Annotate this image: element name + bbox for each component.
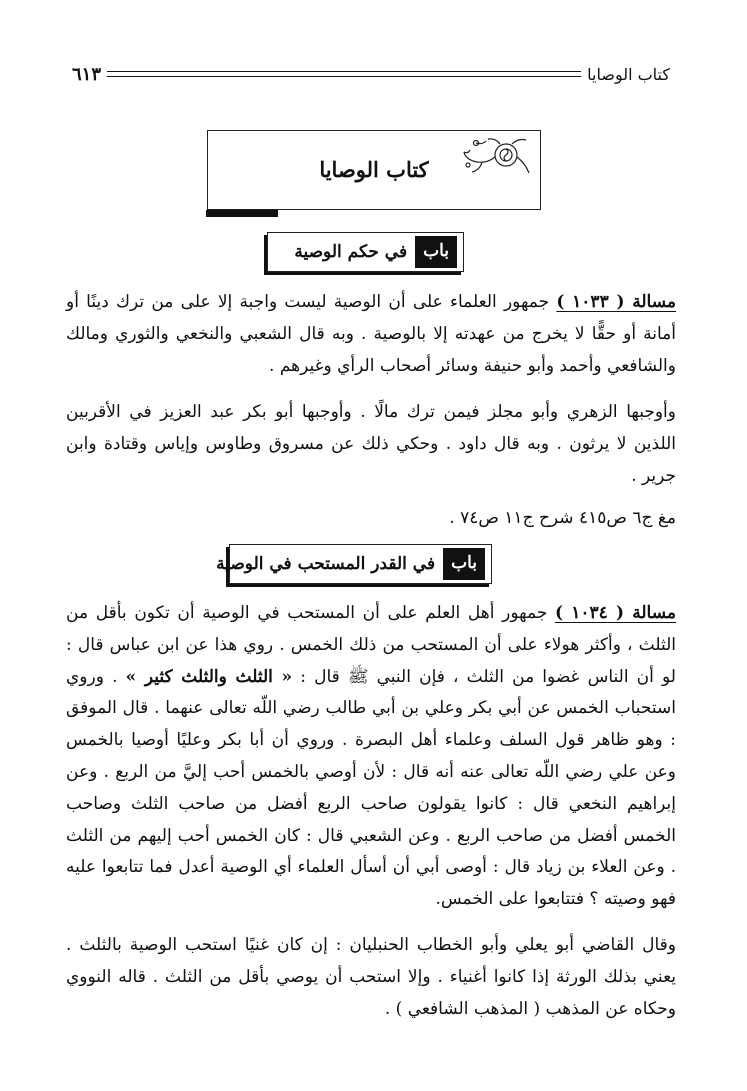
masala-label: مسالة ( ١٠٣٣ ) [556, 292, 676, 312]
chapter-label: باب [415, 236, 457, 268]
chapter-label: باب [443, 548, 485, 580]
paragraph-text: جمهور أهل العلم على أن المستحب في الوصية أن تكون بأقل من الثلث ، وأكثر هولاء على أن المستحب من ذلك الخمس . روي هذا عن ابن عباس قال : لو أن الناس غضوا من الثلث ، فإن النبي ﷺ قال : [66, 603, 676, 687]
paragraph-2 [66, 397, 676, 492]
reference-line [66, 503, 676, 535]
chapter-title: في حكم الوصية [294, 242, 408, 262]
book-title: كتاب الوصايا [319, 157, 429, 182]
paragraph-text: . وروي استحباب الخمس عن أبي بكر وعلي بن أبي طالب رضي اللّه تعالى عنهما . قال الموفق : وهو ظاهر قول السلف وعلماء أهل البصرة . وروي أن أبا بكر وعليًا أوصيا بالخمس وعن علي رضي اللّه تعالى عنه أنه قال : لأن أوصي بالخمس أحب إليَّ من الربع . وعن إبراهيم النخعي قال : كانوا يقولون صاحب الربع أفضل من صاحب الثلث وصاحب الخمس أفضل من صاحب الربع . وعن الشعبي قال : كان الخمس أحب إليهم من الثلث . وعن العلاء بن زياد قال : أوصى أبي أن أسأل العلماء أي الوصية أعدل فما تتابعوا عليه فهو وصيته ؟ فتتابعوا على الخمس. [66, 666, 676, 910]
header-rule [107, 71, 581, 77]
chapter-title: في القدر المستحب في الوصية [216, 554, 436, 574]
paragraph-masala-1034 [66, 598, 676, 916]
book-title-frame [207, 130, 541, 210]
paragraph-5 [66, 930, 676, 1025]
paragraph-text: جمهور العلماء على أن الوصية ليست واجبة إلا على من ترك دينًا أو أمانة أو حقًّا لا يخرج من عهدته إلا بالوصية . وبه قال الشعبي والنخعي والثوري ومالك والشافعي وأحمد وأبو حنيفة وسائر أصحاب الرأي وغيرهم . [66, 292, 676, 376]
running-header [72, 62, 670, 86]
reference-text: مغ ج٦ ص٤١٥ شرح ج١١ ص٧٤ . [449, 508, 676, 528]
paragraph-masala-1033 [66, 287, 676, 382]
title-shadow-bar [206, 210, 278, 217]
running-title: كتاب الوصايا [587, 64, 670, 84]
page-number: ٦١٣ [72, 63, 102, 85]
paragraph-text: وأوجبها الزهري وأبو مجلز فيمن ترك مالًا . وأوجبها أبو بكر عبد العزيز في الأقربين اللذين لا يرثون . وبه قال داود . وحكي ذلك عن مسروق وطاوس وإياس وقتادة وابن جرير . [66, 402, 676, 486]
chapter-heading-2 [216, 544, 492, 584]
hadith-quote: « الثلث والثلث كثير » [125, 666, 293, 687]
paragraph-text: وقال القاضي أبو يعلي وأبو الخطاب الحنبليان : إن كان غنيًا استحب الوصية بالثلث . يعني بذلك الورثة إذا كانوا أغنياء . وإلا استحب أن يوصي بأقل من الثلث . قاله النووي وحكاه عن المذهب ( المذهب الشافعي ) . [66, 935, 676, 1019]
chapter-heading-1 [267, 232, 464, 272]
masala-label: مسالة ( ١٠٣٤ ) [555, 603, 676, 623]
